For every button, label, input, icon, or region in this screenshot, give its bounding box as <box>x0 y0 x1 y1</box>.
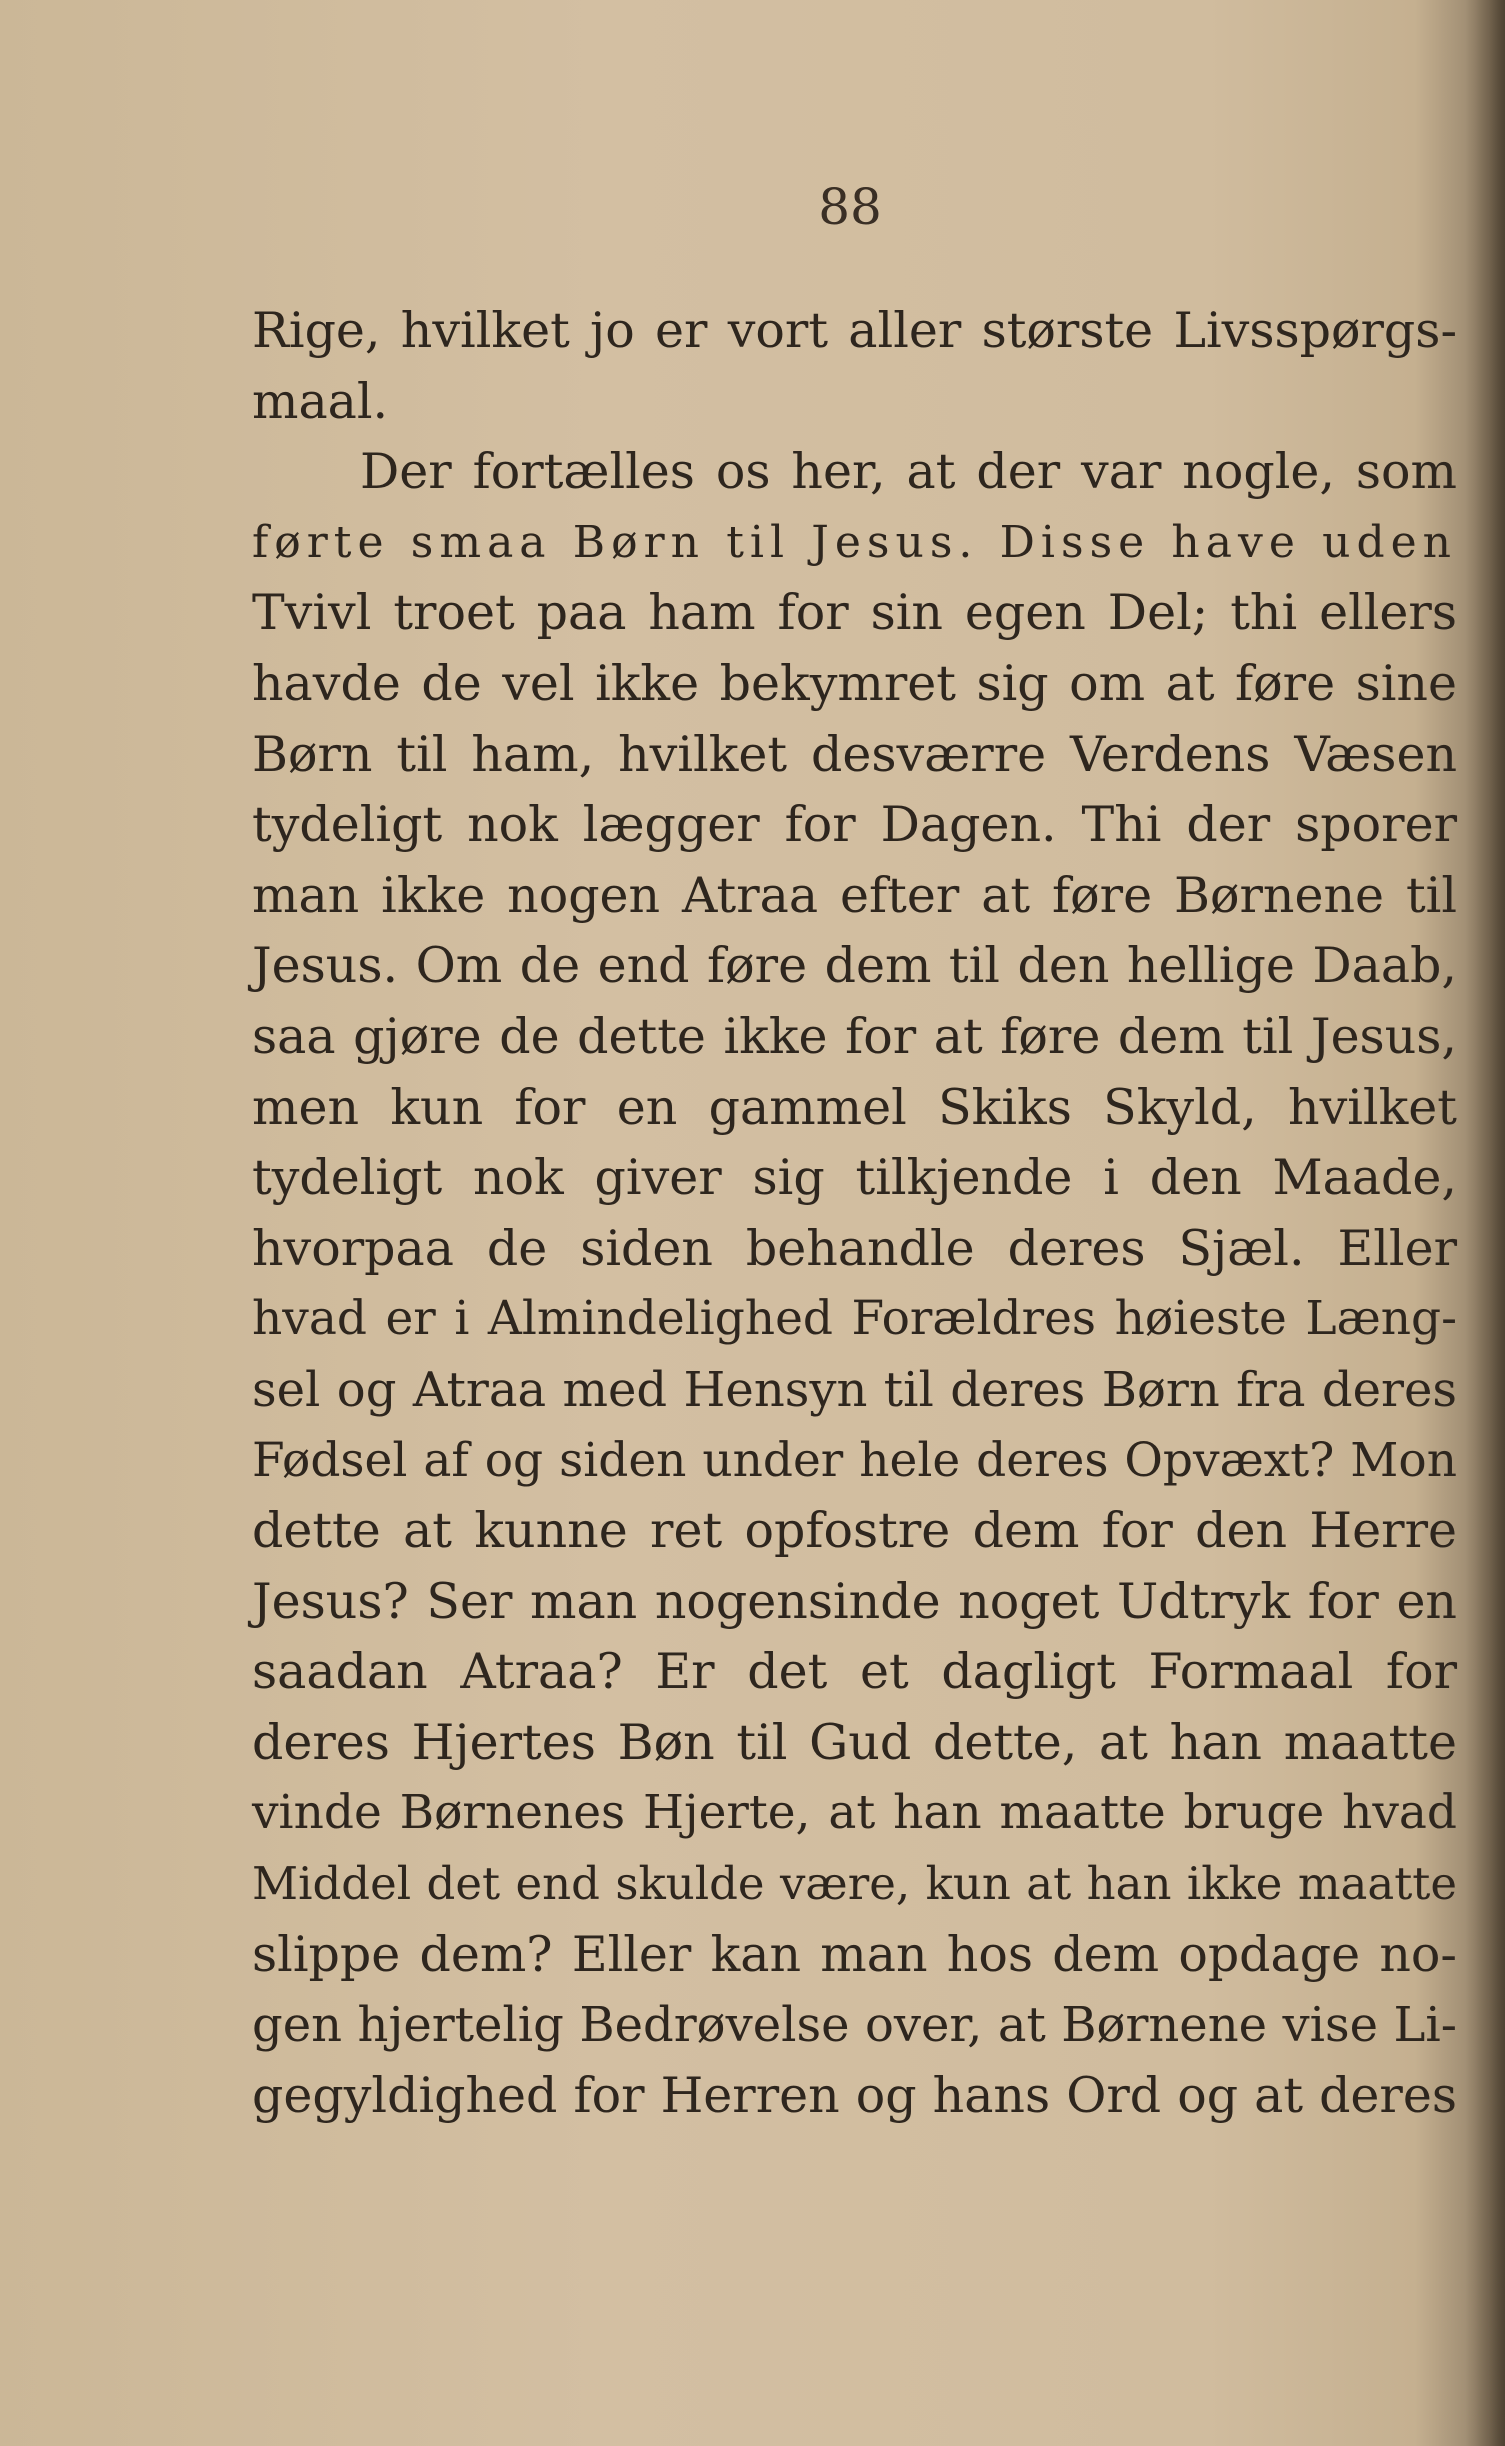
text-line: saadan Atraa? Er det et dagligt Formaal for <box>252 1643 1457 1701</box>
text-line: Middel det end skulde være, kun at han ikke maatte <box>252 1857 1457 1911</box>
text-line: gegyldighed for Herren og hans Ord og at deres <box>252 2066 1457 2124</box>
page-edge-shadow <box>1465 0 1505 2446</box>
text-line: vinde Børnenes Hjerte, at han maatte bruge hvad <box>252 1785 1457 1841</box>
text-line: Jesus? Ser man nogensinde noget Udtryk for en <box>252 1572 1457 1630</box>
text-line: maal. <box>252 372 389 430</box>
text-line: deres Hjertes Bøn til Gud dette, at han maatte <box>252 1713 1457 1771</box>
text-line: man ikke nogen Atraa efter at føre Børnene til <box>252 866 1457 924</box>
text-line: tydeligt nok giver sig tilkjende i den Maade, <box>252 1149 1457 1207</box>
text-line: slippe dem? Eller kan man hos dem opdage no- <box>252 1925 1457 1983</box>
text-line: hvorpaa de siden behandle deres Sjæl. Eller <box>252 1219 1457 1277</box>
text-line: Fødsel af og siden under hele deres Opvæxt? Mon <box>252 1432 1457 1488</box>
page-number-text: 88 <box>818 178 882 236</box>
text-line: gen hjertelig Bedrøvelse over, at Børnene vise Li- <box>252 1997 1457 2054</box>
body-text <box>252 296 1457 2131</box>
text-line: hvad er i Almindelighed Forældres høieste Læng- <box>252 1291 1457 1347</box>
text-line: Der fortælles os her, at der var nogle, som <box>360 443 1457 501</box>
text-line: Jesus. Om de end føre dem til den hellige Daab, <box>252 937 1457 995</box>
text-line: Rige, hvilket jo er vort aller største Livsspørgs- <box>252 302 1457 359</box>
page-number <box>0 178 1505 236</box>
text-line: førte smaa Børn til Jesus. Disse have uden <box>252 516 1457 568</box>
text-line: Tvivl troet paa ham for sin egen Del; thi ellers <box>252 584 1457 642</box>
text-line: dette at kunne ret opfostre dem for den Herre <box>252 1502 1457 1560</box>
text-line: saa gjøre de dette ikke for at føre dem til Jesus, <box>252 1007 1457 1065</box>
text-line: men kun for en gammel Skiks Skyld, hvilket <box>252 1078 1457 1136</box>
text-line: sel og Atraa med Hensyn til deres Børn fra deres <box>252 1361 1457 1418</box>
text-line: Børn til ham, hvilket desværre Verdens Væsen <box>252 725 1457 783</box>
text-line: havde de vel ikke bekymret sig om at føre sine <box>252 654 1457 712</box>
text-line: tydeligt nok lægger for Dagen. Thi der sporer <box>252 796 1457 854</box>
